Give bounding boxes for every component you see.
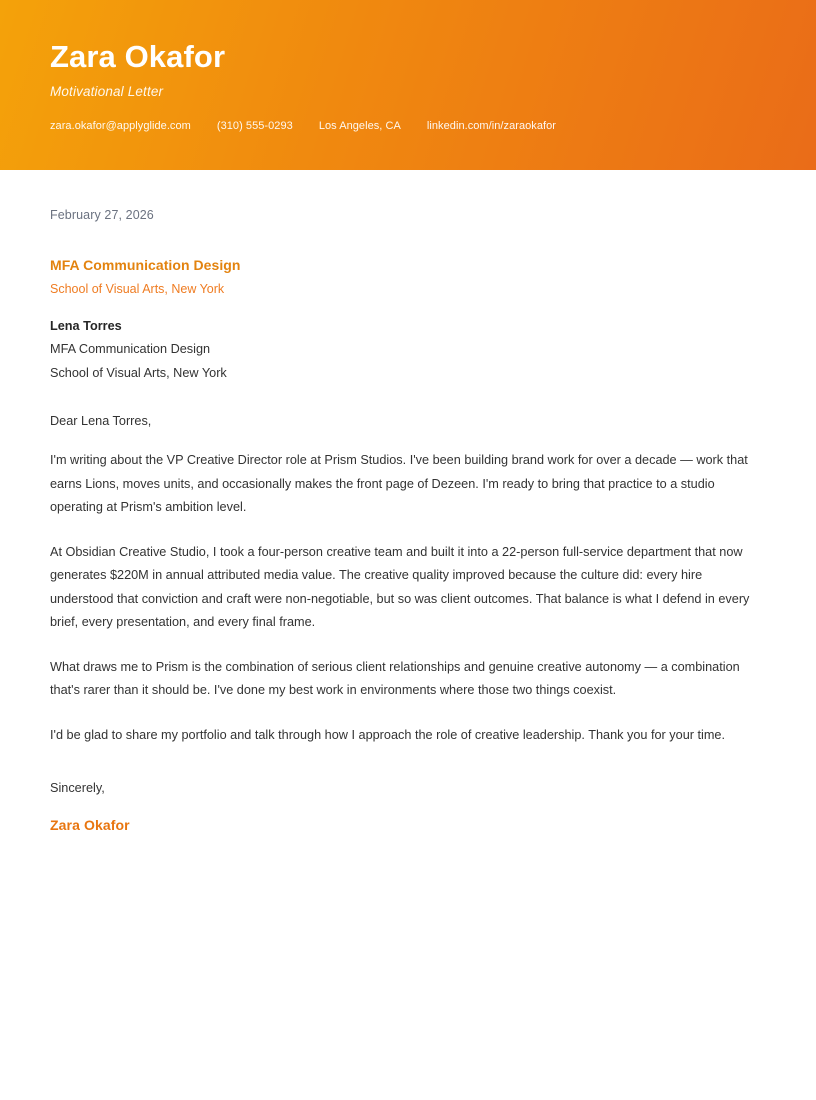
signature-name: Zara Okafor (50, 817, 130, 834)
letter-paragraph-1: I'm writing about the VP Creative Director role at Prism Studios. I've been building brand work for over a decade — work that earns Lions, moves units, and occasionally makes the front page of Dezeen. I'm ready to bring that practice to a studio operating at Prism's ambition level. (50, 453, 748, 515)
letter-date: February 27, 2026 (50, 208, 154, 222)
contact-linkedin[interactable]: linkedin.com/in/zaraokafor (426, 120, 556, 133)
recipient-name: Lena Torres (50, 318, 122, 333)
target-program-block (50, 256, 766, 298)
contact-email[interactable]: zara.okafor@applyglide.com (50, 120, 191, 133)
target-role: MFA Communication Design (50, 257, 241, 273)
letter-paragraph-3: What draws me to Prism is the combination of serious client relationships and genuine creative autonomy — a combination that's rarer than it should be. I've done my best work in environments where those two things coexist. (50, 659, 740, 698)
closing-phrase: Sincerely, (50, 781, 105, 796)
salutation: Dear Lena Torres, (50, 414, 152, 429)
letter-header-banner (0, 0, 816, 170)
recipient-organization: MFA Communication Design (50, 342, 211, 357)
letter-body (0, 208, 816, 833)
recipient-address-block (50, 315, 766, 386)
document-type-subtitle: Motivational Letter (50, 84, 164, 100)
letter-paragraph-2: At Obsidian Creative Studio, I took a four-person creative team and built it into a 22-person full-service department that now generates $220M in annual attributed media value. The creative quality improved because the culture did: every hire understood that conviction and craft were non-negotiable, but so was client outcomes. That balance is what I defend in every brief, every presentation, and every final frame. (50, 544, 750, 630)
target-organization: School of Visual Arts, New York (50, 281, 225, 296)
recipient-location: School of Visual Arts, New York (50, 365, 227, 380)
contact-location: Los Angeles, CA (318, 120, 401, 133)
contact-info-row (50, 120, 766, 132)
page-title: Zara Okafor (50, 39, 226, 74)
closing-block (50, 781, 766, 833)
letter-paragraph-4: I'd be glad to share my portfolio and talk through how I approach the role of creative leadership. Thank you for your time. (50, 727, 726, 742)
contact-phone[interactable]: (310) 555-0293 (216, 120, 293, 133)
